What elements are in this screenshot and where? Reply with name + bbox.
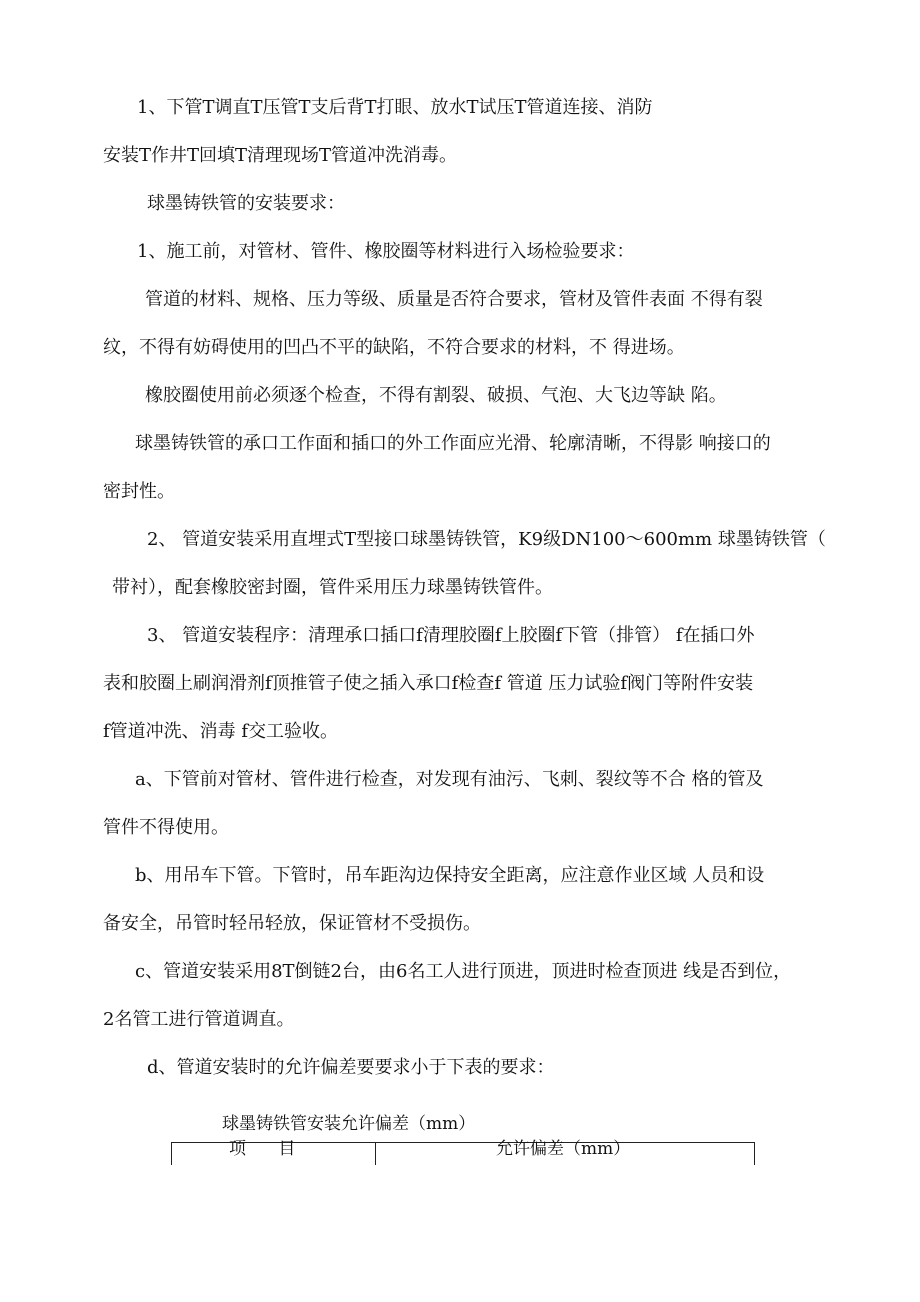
paragraph-line: 表和胶圈上刷润滑剂f顶推管子使之插入承口f检查f 管道 压力试验f阀门等附件安装 — [103, 673, 754, 694]
paragraph-line: 2名管工进行管道调直。 — [103, 1009, 295, 1030]
table-column-divider — [375, 1143, 376, 1165]
paragraph-line: d、管道安装时的允许偏差要要求小于下表的要求： — [147, 1057, 555, 1078]
paragraph-line: f管道冲洗、消毒 f交工验收。 — [103, 721, 339, 742]
paragraph-line: 纹，不得有妨碍使用的凹凸不平的缺陷，不符合要求的材料，不 得进场。 — [103, 337, 685, 358]
paragraph-line: 安装T作井T回填T清理现场T管道冲洗消毒。 — [103, 145, 458, 166]
paragraph-line: 橡胶圈使用前必须逐个检查，不得有割裂、破损、气泡、大飞边等缺 陷。 — [145, 385, 727, 406]
paragraph-line: 1、下管T调直T压管T支后背T打眼、放水T试压T管道连接、消防 — [137, 97, 653, 118]
table-caption: 球墨铸铁管安装允许偏差（mm） — [222, 1114, 476, 1134]
section-heading: 球墨铸铁管的安装要求： — [147, 193, 345, 214]
table-header-tolerance: 允许偏差（mm） — [496, 1139, 631, 1159]
paragraph-line: a、下管前对管材、管件进行检查，对发现有油污、飞刺、裂纹等不合 格的管及 — [135, 769, 764, 790]
paragraph-line: b、用吊车下管。下管时，吊车距沟边保持安全距离，应注意作业区域 人员和设 — [135, 865, 765, 886]
paragraph-line: 管道的材料、规格、压力等级、质量是否符合要求，管材及管件表面 不得有裂 — [145, 289, 763, 310]
paragraph-line: 3、 管道安装程序：清理承口插口f清理胶圈f上胶圈f下管（排管） f在插口外 — [147, 625, 755, 646]
tolerance-table — [171, 1139, 755, 1165]
paragraph-line: 球墨铸铁管的承口工作面和插口的外工作面应光滑、轮廓清晰，不得影 响接口的 — [135, 433, 771, 454]
table-border-right — [754, 1143, 755, 1165]
paragraph-line: c、管道安装采用8T倒链2台，由6名工人进行顶进，顶进时检查顶进 线是否到位， — [135, 961, 792, 982]
paragraph-line: 密封性。 — [103, 481, 175, 502]
paragraph-line: 1、施工前，对管材、管件、橡胶圈等材料进行入场检验要求： — [137, 241, 635, 262]
paragraph-line: 2、 管道安装采用直埋式T型接口球墨铸铁管，K9级DN100〜600mm 球墨铸铁管（ — [147, 529, 826, 550]
table-border-left — [171, 1143, 172, 1165]
paragraph-line: 管件不得使用。 — [103, 817, 229, 838]
paragraph-line: 备安全，吊管时轻吊轻放，保证管材不受损伤。 — [103, 913, 481, 934]
table-header-item: 项 目 — [229, 1139, 296, 1159]
paragraph-line: 带衬），配套橡胶密封圈，管件采用压力球墨铸铁管件。 — [112, 577, 553, 598]
